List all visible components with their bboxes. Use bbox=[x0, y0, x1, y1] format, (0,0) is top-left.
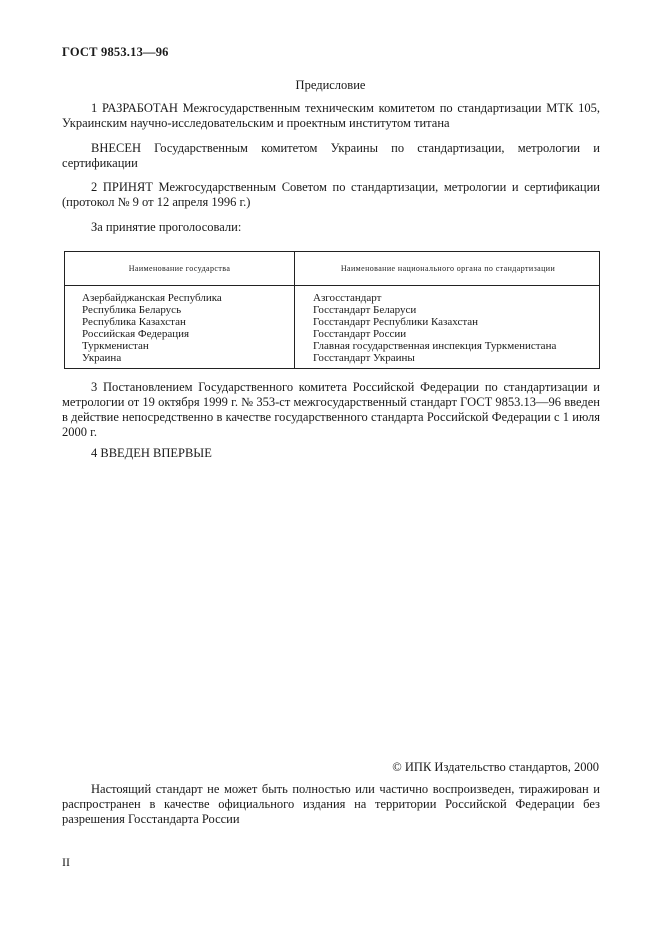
table-cell-standards-body: Госстандарт Украины bbox=[313, 352, 415, 364]
table-header-state: Наименование государства bbox=[128, 264, 231, 273]
paragraph-adopted-by: 2 ПРИНЯТ Межгосударственным Советом по стандартизации, метрологии и сертификации (протокол № 9 от 12 апреля 1996 г.) bbox=[62, 180, 600, 209]
table-cell-state: Республика Казахстан bbox=[82, 316, 186, 328]
paragraph-voted-for: За принятие проголосовали: bbox=[91, 220, 242, 234]
preface-title: Предисловие bbox=[295, 78, 366, 92]
table-cell-state: Туркменистан bbox=[82, 340, 149, 352]
table-cell-state: Российская Федерация bbox=[82, 328, 190, 340]
reproduction-notice: Настоящий стандарт не может быть полностью или частично воспроизведен, тиражирован и распространен в качестве официального издания на территории Российской Федерации без разрешения Госстандарта России bbox=[62, 782, 600, 826]
table-cell-state: Азербайджанская Республика bbox=[82, 292, 222, 304]
table-column-divider bbox=[294, 252, 295, 368]
table-cell-standards-body: Госстандарт России bbox=[313, 328, 407, 340]
paragraph-resolution: 3 Постановлением Государственного комитета Российской Федерации по стандартизации и метрологии от 19 октября 1999 г. № 353-ст межгосударственный стандарт ГОСТ 9853.13—96 введен в действие непосредственно в качестве государственного стандарта Российской Федерации с 1 июля 2000 г. bbox=[62, 380, 600, 439]
table-cell-standards-body: Госстандарт Республики Казахстан bbox=[313, 316, 479, 328]
document-code: ГОСТ 9853.13—96 bbox=[62, 45, 169, 59]
table-cell-standards-body: Госстандарт Беларуси bbox=[313, 304, 417, 316]
table-header-standards-body: Наименование национального органа по стандартизации bbox=[340, 264, 556, 273]
paragraph-first-introduced: 4 ВВЕДЕН ВПЕРВЫЕ bbox=[91, 446, 212, 460]
table-bodies-column bbox=[313, 292, 598, 364]
voting-table bbox=[64, 251, 600, 369]
table-cell-standards-body: Азгосстандарт bbox=[313, 292, 382, 304]
page-number: II bbox=[62, 855, 70, 869]
table-header-row bbox=[65, 252, 599, 286]
table-cell-state: Республика Беларусь bbox=[82, 304, 182, 316]
table-cell-state: Украина bbox=[82, 352, 122, 364]
paragraph-introduced-by: ВНЕСЕН Государственным комитетом Украины по стандартизации, метрологии и сертификации bbox=[62, 141, 600, 170]
copyright-notice: © ИПК Издательство стандартов, 2000 bbox=[392, 760, 599, 774]
table-states-column bbox=[82, 292, 287, 364]
table-cell-standards-body: Главная государственная инспекция Туркменистана bbox=[313, 340, 557, 352]
paragraph-developed-by: 1 РАЗРАБОТАН Межгосударственным техническим комитетом по стандартизации МТК 105, Украинским научно-исследовательским и проектным институтом титана bbox=[62, 101, 600, 130]
